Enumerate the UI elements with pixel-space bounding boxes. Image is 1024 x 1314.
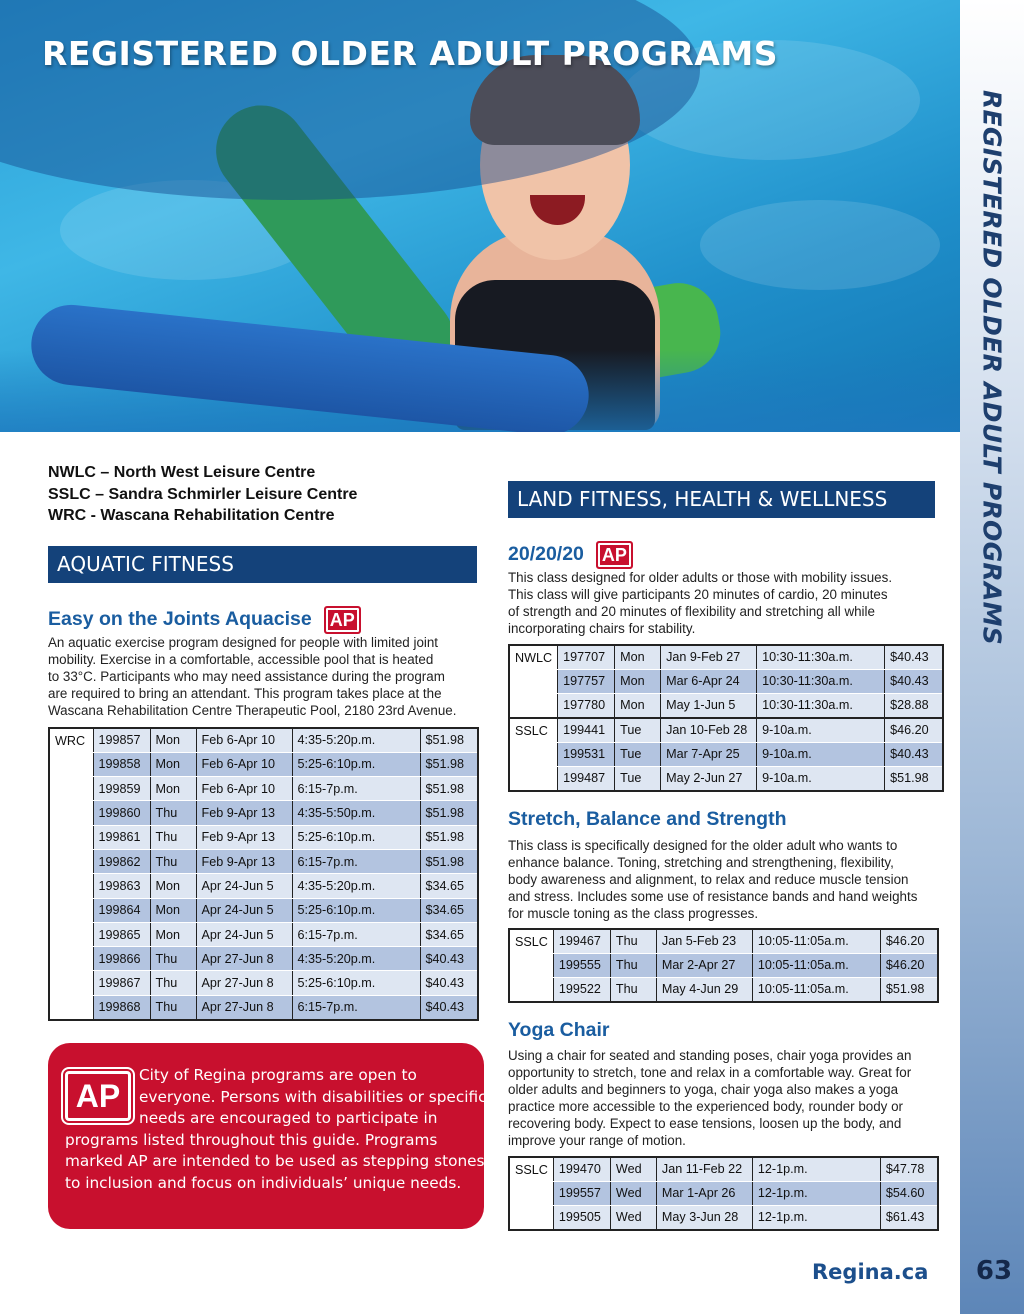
desc-line: for muscle toning as the class progresses. [508, 906, 759, 921]
fee-cell: $40.43 [420, 995, 478, 1019]
location-cell: SSLC [509, 929, 553, 1002]
time-cell: 6:15-7p.m. [292, 777, 420, 801]
desc-line: of strength and 20 minutes of flexibility and stretching all while [508, 604, 875, 619]
fee-cell: $51.98 [420, 777, 478, 801]
desc-line: enhance balance. Toning, stretching and strengthening, flexibility, [508, 855, 894, 870]
time-cell: 5:25-6:10p.m. [292, 898, 420, 922]
dates-cell: Jan 9-Feb 27 [661, 645, 757, 669]
time-cell: 4:35-5:20p.m. [292, 728, 420, 752]
fee-cell: $46.20 [880, 929, 938, 953]
course-code-cell: 197757 [558, 669, 615, 693]
location-legend [48, 462, 357, 527]
ap-logo: AP [65, 1071, 131, 1121]
fee-cell: $40.43 [885, 742, 943, 766]
day-cell: Tue [615, 766, 661, 790]
dates-cell: Mar 7-Apr 25 [661, 742, 757, 766]
table-row [49, 947, 478, 971]
location-cell: WRC [49, 728, 93, 1020]
course-code-cell: 199858 [93, 752, 150, 776]
desc-line: body awareness and alignment, to relax and reduce muscle tension [508, 872, 909, 887]
course-code-cell: 199859 [93, 777, 150, 801]
course-code-cell: 199557 [553, 1181, 610, 1205]
table-row [49, 728, 478, 752]
dates-cell: May 2-Jun 27 [661, 766, 757, 790]
legend-line: NWLC – North West Leisure Centre [48, 464, 316, 481]
course-code-cell: 197707 [558, 645, 615, 669]
course-code-cell: 199441 [558, 718, 615, 742]
day-cell: Mon [150, 752, 196, 776]
schedule-table-yoga [508, 1156, 939, 1231]
fee-cell: $51.98 [420, 752, 478, 776]
schedule-table-stretch [508, 928, 939, 1003]
time-cell: 5:25-6:10p.m. [292, 752, 420, 776]
dates-cell: Jan 10-Feb 28 [661, 718, 757, 742]
day-cell: Wed [610, 1181, 656, 1205]
fee-cell: $34.65 [420, 874, 478, 898]
desc-line: opportunity to stretch, tone and relax in a comfortable way. Great for [508, 1065, 912, 1080]
notice-line: marked AP are intended to be used as stepping stones [65, 1152, 485, 1171]
fee-cell: $51.98 [420, 801, 478, 825]
time-cell: 9-10a.m. [757, 766, 885, 790]
time-cell: 9-10a.m. [757, 718, 885, 742]
program-description [508, 837, 917, 922]
dates-cell: Jan 11-Feb 22 [656, 1157, 752, 1181]
dates-cell: Feb 6-Apr 10 [196, 752, 292, 776]
table-row [49, 849, 478, 873]
table-row [509, 669, 943, 693]
time-cell: 4:35-5:50p.m. [292, 801, 420, 825]
fee-cell: $51.98 [420, 728, 478, 752]
table-row [49, 752, 478, 776]
desc-line: older adults and beginners to yoga, chair yoga also makes a yoga [508, 1082, 899, 1097]
course-code-cell: 199522 [553, 978, 610, 1002]
fee-cell: $28.88 [885, 694, 943, 718]
program-description [508, 1047, 911, 1149]
notice-line: to inclusion and focus on individuals’ unique needs. [65, 1174, 462, 1192]
program-title [508, 541, 633, 569]
desc-line: practice more accessible to the experienced body, rounder body or [508, 1099, 903, 1114]
time-cell: 4:35-5:20p.m. [292, 874, 420, 898]
course-code-cell: 199857 [93, 728, 150, 752]
day-cell: Mon [615, 694, 661, 718]
fee-cell: $51.98 [880, 978, 938, 1002]
desc-line: Wascana Rehabilitation Centre Therapeutic Pool, 2180 23rd Avenue. [48, 703, 457, 718]
day-cell: Mon [150, 898, 196, 922]
day-cell: Mon [150, 874, 196, 898]
table-row [49, 801, 478, 825]
day-cell: Wed [610, 1206, 656, 1230]
notice-line: programs listed throughout this guide. Programs [65, 1130, 438, 1149]
dates-cell: May 1-Jun 5 [661, 694, 757, 718]
table-row [509, 929, 938, 953]
day-cell: Thu [150, 849, 196, 873]
table-row [509, 1181, 938, 1205]
time-cell: 12-1p.m. [752, 1206, 880, 1230]
day-cell: Tue [615, 718, 661, 742]
fee-cell: $51.98 [420, 825, 478, 849]
table-row [49, 922, 478, 946]
day-cell: Thu [150, 801, 196, 825]
dates-cell: Apr 27-Jun 8 [196, 995, 292, 1019]
fee-cell: $51.98 [885, 766, 943, 790]
dates-cell: Apr 27-Jun 8 [196, 971, 292, 995]
desc-line: improve your range of motion. [508, 1133, 686, 1148]
time-cell: 10:05-11:05a.m. [752, 929, 880, 953]
course-code-cell: 199867 [93, 971, 150, 995]
course-code-cell: 199861 [93, 825, 150, 849]
table-row [509, 1157, 938, 1181]
program-title-text: Easy on the Joints Aquacise [48, 608, 312, 631]
time-cell: 5:25-6:10p.m. [292, 825, 420, 849]
page-number: 63 [975, 1256, 1013, 1286]
fee-cell: $51.98 [420, 849, 478, 873]
time-cell: 10:30-11:30a.m. [757, 669, 885, 693]
page-title: REGISTERED OLDER ADULT PROGRAMS [42, 34, 778, 73]
time-cell: 10:30-11:30a.m. [757, 694, 885, 718]
time-cell: 10:30-11:30a.m. [757, 645, 885, 669]
table-row [509, 978, 938, 1002]
fee-cell: $40.43 [885, 669, 943, 693]
desc-line: This class will give participants 20 minutes of cardio, 20 minutes [508, 587, 888, 602]
table-row [509, 953, 938, 977]
fee-cell: $40.43 [420, 947, 478, 971]
ap-badge: AP [596, 541, 633, 569]
program-title-text: Stretch, Balance and Strength [508, 808, 787, 830]
fee-cell: $34.65 [420, 922, 478, 946]
location-cell: SSLC [509, 1157, 553, 1230]
location-cell: NWLC [509, 645, 558, 718]
table-row [49, 825, 478, 849]
site-link[interactable]: Regina.ca [812, 1260, 929, 1284]
fee-cell: $47.78 [880, 1157, 938, 1181]
course-code-cell: 199864 [93, 898, 150, 922]
day-cell: Mon [615, 645, 661, 669]
table-row [49, 874, 478, 898]
ap-badge: AP [324, 606, 361, 634]
notice-line: City of Regina programs are open to [139, 1066, 417, 1084]
dates-cell: Mar 1-Apr 26 [656, 1181, 752, 1205]
dates-cell: Feb 9-Apr 13 [196, 825, 292, 849]
table-row [49, 971, 478, 995]
dates-cell: May 3-Jun 28 [656, 1206, 752, 1230]
desc-line: are required to bring an attendant. This program takes place at the [48, 686, 442, 701]
schedule-table-aquacise [48, 727, 479, 1021]
day-cell: Mon [615, 669, 661, 693]
time-cell: 12-1p.m. [752, 1181, 880, 1205]
desc-line: Using a chair for seated and standing poses, chair yoga provides an [508, 1048, 912, 1063]
fee-cell: $46.20 [880, 953, 938, 977]
course-code-cell: 199555 [553, 953, 610, 977]
desc-line: mobility. Exercise in a comfortable, accessible pool that is heated [48, 652, 434, 667]
dates-cell: Apr 27-Jun 8 [196, 947, 292, 971]
course-code-cell: 199866 [93, 947, 150, 971]
time-cell: 6:15-7p.m. [292, 849, 420, 873]
course-code-cell: 199862 [93, 849, 150, 873]
program-title-text: Yoga Chair [508, 1019, 610, 1041]
day-cell: Mon [150, 728, 196, 752]
course-code-cell: 197780 [558, 694, 615, 718]
dates-cell: May 4-Jun 29 [656, 978, 752, 1002]
program-title [48, 606, 361, 634]
course-code-cell: 199505 [553, 1206, 610, 1230]
course-code-cell: 199863 [93, 874, 150, 898]
table-row [509, 694, 943, 718]
dates-cell: Feb 9-Apr 13 [196, 849, 292, 873]
fee-cell: $40.43 [885, 645, 943, 669]
fee-cell: $40.43 [420, 971, 478, 995]
table-row [49, 898, 478, 922]
day-cell: Thu [150, 995, 196, 1019]
table-row [509, 1206, 938, 1230]
time-cell: 12-1p.m. [752, 1157, 880, 1181]
day-cell: Thu [610, 978, 656, 1002]
program-description [48, 634, 456, 719]
course-code-cell: 199531 [558, 742, 615, 766]
day-cell: Thu [150, 825, 196, 849]
course-code-cell: 199470 [553, 1157, 610, 1181]
section-header-land: LAND FITNESS, HEALTH & WELLNESS [508, 481, 935, 518]
program-title [508, 1019, 610, 1042]
desc-line: This class is specifically designed for the older adult who wants to [508, 838, 898, 853]
course-code-cell: 199487 [558, 766, 615, 790]
dates-cell: Apr 24-Jun 5 [196, 898, 292, 922]
time-cell: 9-10a.m. [757, 742, 885, 766]
fee-cell: $34.65 [420, 898, 478, 922]
dates-cell: Mar 2-Apr 27 [656, 953, 752, 977]
desc-line: incorporating chairs for stability. [508, 621, 696, 636]
time-cell: 4:35-5:20p.m. [292, 947, 420, 971]
day-cell: Thu [610, 953, 656, 977]
notice-line: everyone. Persons with disabilities or specific [139, 1087, 487, 1106]
desc-line: and stress. Includes some use of resistance bands and hand weights [508, 889, 918, 904]
table-row [509, 766, 943, 790]
dates-cell: Feb 9-Apr 13 [196, 801, 292, 825]
dates-cell: Mar 6-Apr 24 [661, 669, 757, 693]
table-row [509, 742, 943, 766]
course-code-cell: 199860 [93, 801, 150, 825]
program-title [508, 808, 786, 831]
time-cell: 10:05-11:05a.m. [752, 978, 880, 1002]
notice-line: needs are encouraged to participate in [139, 1109, 438, 1128]
table-row [509, 718, 943, 742]
time-cell: 6:15-7p.m. [292, 922, 420, 946]
fee-cell: $54.60 [880, 1181, 938, 1205]
table-row [49, 777, 478, 801]
fee-cell: $46.20 [885, 718, 943, 742]
table-row [509, 645, 943, 669]
location-cell: SSLC [509, 718, 558, 791]
dates-cell: Apr 24-Jun 5 [196, 922, 292, 946]
fee-cell: $61.43 [880, 1206, 938, 1230]
course-code-cell: 199868 [93, 995, 150, 1019]
dates-cell: Apr 24-Jun 5 [196, 874, 292, 898]
course-code-cell: 199865 [93, 922, 150, 946]
table-row [49, 995, 478, 1019]
time-cell: 10:05-11:05a.m. [752, 953, 880, 977]
hero-photo [0, 0, 960, 432]
day-cell: Tue [615, 742, 661, 766]
dates-cell: Feb 6-Apr 10 [196, 728, 292, 752]
day-cell: Mon [150, 777, 196, 801]
desc-line: to 33°C. Participants who may need assistance during the program [48, 669, 445, 684]
schedule-table-202020 [508, 644, 944, 792]
legend-line: WRC - Wascana Rehabilitation Centre [48, 507, 335, 524]
section-header-aquatic: AQUATIC FITNESS [48, 546, 477, 583]
day-cell: Thu [150, 971, 196, 995]
course-code-cell: 199467 [553, 929, 610, 953]
desc-line: This class designed for older adults or those with mobility issues. [508, 570, 893, 585]
dates-cell: Feb 6-Apr 10 [196, 777, 292, 801]
time-cell: 6:15-7p.m. [292, 995, 420, 1019]
legend-line: SSLC – Sandra Schmirler Leisure Centre [48, 485, 358, 503]
desc-line: recovering body. Expect to ease tensions, loosen up the body, and [508, 1116, 902, 1131]
program-title-text: 20/20/20 [508, 543, 584, 566]
desc-line: An aquatic exercise program designed for people with limited joint [48, 635, 439, 650]
dates-cell: Jan 5-Feb 23 [656, 929, 752, 953]
time-cell: 5:25-6:10p.m. [292, 971, 420, 995]
day-cell: Wed [610, 1157, 656, 1181]
day-cell: Thu [150, 947, 196, 971]
day-cell: Thu [610, 929, 656, 953]
program-description [508, 569, 892, 637]
day-cell: Mon [150, 922, 196, 946]
ap-notice-box [48, 1043, 487, 1229]
side-title: REGISTERED OLDER ADULT PROGRAMS [977, 90, 1007, 646]
